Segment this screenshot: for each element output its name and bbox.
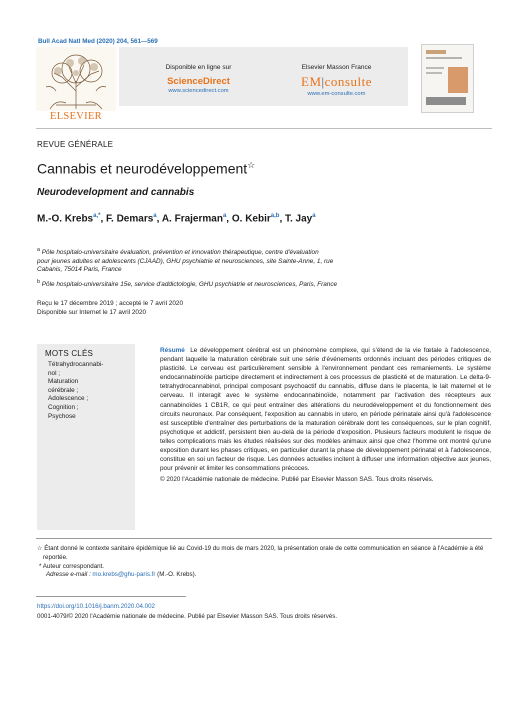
emconsulte-logo-rest: consulte: [324, 74, 372, 89]
elsevier-tree-emblem: [36, 47, 116, 111]
article-title-text: Cannabis et neurodéveloppement: [37, 160, 248, 177]
section-label: REVUE GÉNÉRALE: [37, 140, 114, 149]
emconsulte-logo: EM|consulte: [301, 74, 372, 89]
abstract-text: Le développement cérébral est un phénomène complexe, qui s'étend de la vie fœtale à l'adolescence, pendant laquelle la maturation cérébrale suit une série d'événements ordonnés incluant des périodes critiques de plasticité. Le cerveau est particulièrement sensible à l'environnement pendant ces remaniements. Le système endocannabinoïde participe directement et indirectement à ces processus de plasticité et de maturation. Le delta-9-tetrahydrocannabinol, principal composant psychoactif du cannabis, diffuse dans le placenta, le lait maternel et le cerveau. Il interagit avec le système endocannabinoïde, notamment par l'activation des récepteurs aux cannabinoïdes 1 CB1R, ce qui peut entraîner des altérations du neurodéveloppement et du fonctionnement des circuits neuronaux. Par conséquent, l'exposition au cannabis in utero, en période périnatale ainsi qu'à l'adolescence est susceptible d'entraîner des perturbations de la maturation cérébrale dont les conséquences, sur le plan cognitif, psychotique et addictif, persistent bien au-delà de la période d'exposition. Plusieurs facteurs modulent le risque de telles complications mais les études réalisées sur des modèles animaux ainsi que chez l'homme ont montré qu'une exposition durant les phases critiques, en particulier durant la phase de développement périnatal et à l'adolescence, constitue en soi un facteur de risque. Les données actuelles incitent à diffuser une information objective aux jeunes, pour prévenir et limiter les consommations précoces.: [160, 347, 491, 473]
author-name[interactable]: O. Kebir: [231, 213, 271, 225]
author-affiliation-mark[interactable]: a,*: [93, 213, 101, 219]
author-affiliation-mark[interactable]: a: [222, 213, 227, 219]
issn-copyright: 0001-4079/© 2020 l'Académie nationale de médecine. Publié par Elsevier Masson SAS. Tous droits réservés.: [37, 613, 338, 620]
email-suffix: (M.-O. Krebs).: [155, 571, 197, 579]
keyword-item: Maturation cérébrale ;: [48, 378, 79, 394]
author-affiliation-mark[interactable]: a: [153, 213, 157, 219]
online-date: Disponible sur Internet le 17 avril 2020: [37, 309, 147, 316]
keyword-item: Adolescence ;: [48, 395, 89, 403]
author-email-link[interactable]: mo.krebs@ghu-paris.fr: [92, 571, 156, 579]
header-divider: [36, 128, 492, 129]
affiliation-line: Cabanis, 75014 Paris, France: [37, 265, 122, 273]
affiliation-line: pour jeunes adultes et adolescents (CJAAD), GHU psychiatrie et neurosciences, site Sainte-Anne, 1, rue: [37, 257, 334, 265]
author-list: M.-O. Krebs$^{a,*}$, F. Demars$^a$, A. Frajerman$^a$, O. Kebir$^{a,b}$, T. Jay$^a$: [37, 213, 316, 225]
affiliation-mark: a: [37, 247, 40, 253]
affiliation-line: Pôle hospitalo-universitaire 15e, service d'addictologie, GHU psychiatrie et neurosciences, Paris, France: [41, 281, 338, 289]
author-affiliation-mark[interactable]: a,b: [270, 213, 280, 219]
email-label: Adresse e-mail :: [46, 571, 93, 579]
keywords-list: [48, 361, 132, 421]
keywords-heading: MOTS CLÉS: [45, 349, 94, 358]
received-date: Reçu le 17 décembre 2019 ; accepté le 7 avril 2020: [37, 300, 184, 307]
affiliation-mark: b: [37, 279, 40, 285]
footnote-email: [37, 571, 490, 580]
author-name[interactable]: F. Demars: [106, 213, 154, 225]
footnote-corresponding-author: * Auteur correspondant.: [39, 562, 105, 570]
title-footnote-mark[interactable]: ☆: [247, 160, 256, 170]
elsevier-wordmark: ELSEVIER: [50, 111, 102, 122]
keywords-box: [37, 344, 135, 530]
availability-banner: [119, 47, 408, 106]
publisher-name-text: Elsevier Masson France: [301, 64, 372, 71]
footnote-covid: ☆ Étant donné le contexte sanitaire épidémique lié au Covid-19 du mois de mars 2020, la présentation orale de cette communication en séance à l'Académie a été reportée.: [37, 545, 484, 561]
author-name[interactable]: T. Jay: [285, 213, 313, 225]
article-title: [37, 160, 255, 177]
abstract: [160, 346, 491, 484]
sciencedirect-link[interactable]: www.sciencedirect.com: [168, 88, 229, 94]
keyword-item: Cognition ;: [48, 403, 79, 411]
sciencedirect-logo: ScienceDirect: [167, 76, 230, 87]
journal-cover-thumbnail: [421, 44, 474, 113]
emconsulte-block: [269, 64, 404, 97]
keyword-item: Psychose: [48, 412, 76, 420]
affiliation-a: [37, 246, 437, 274]
article-subtitle: Neurodevelopment and cannabis: [37, 187, 195, 198]
author-affiliation-mark[interactable]: a: [312, 213, 316, 219]
journal-reference: Bull Acad Natl Med (2020) 204, 561—569: [38, 38, 158, 45]
available-online-text: Disponible en ligne sur: [165, 64, 232, 71]
abstract-label: Résumé: [160, 347, 185, 354]
emconsulte-link[interactable]: www.em-consulte.com: [307, 91, 366, 97]
doi-link[interactable]: https://doi.org/10.1016/j.banm.2020.04.002: [37, 603, 155, 610]
elsevier-logo: [36, 47, 116, 125]
affiliation-b: [37, 278, 437, 290]
doi-divider: [36, 596, 186, 597]
abstract-copyright: © 2020 l'Académie nationale de médecine. Publié par Elsevier Masson SAS. Tous droits réservés.: [160, 476, 434, 484]
author-name[interactable]: M.-O. Krebs: [37, 213, 94, 225]
emconsulte-logo-em: EM: [301, 74, 322, 89]
author-name[interactable]: A. Frajerman: [161, 213, 223, 225]
sciencedirect-block: [131, 64, 266, 94]
affiliation-line: Pôle hospitalo-universitaire évaluation, prévention et innovation thérapeutique, centre d'évaluation: [41, 249, 319, 257]
keyword-item: Tétrahydrocannabi- nol ;: [48, 361, 104, 377]
footnotes: [37, 545, 490, 580]
footnote-divider: [36, 538, 492, 539]
